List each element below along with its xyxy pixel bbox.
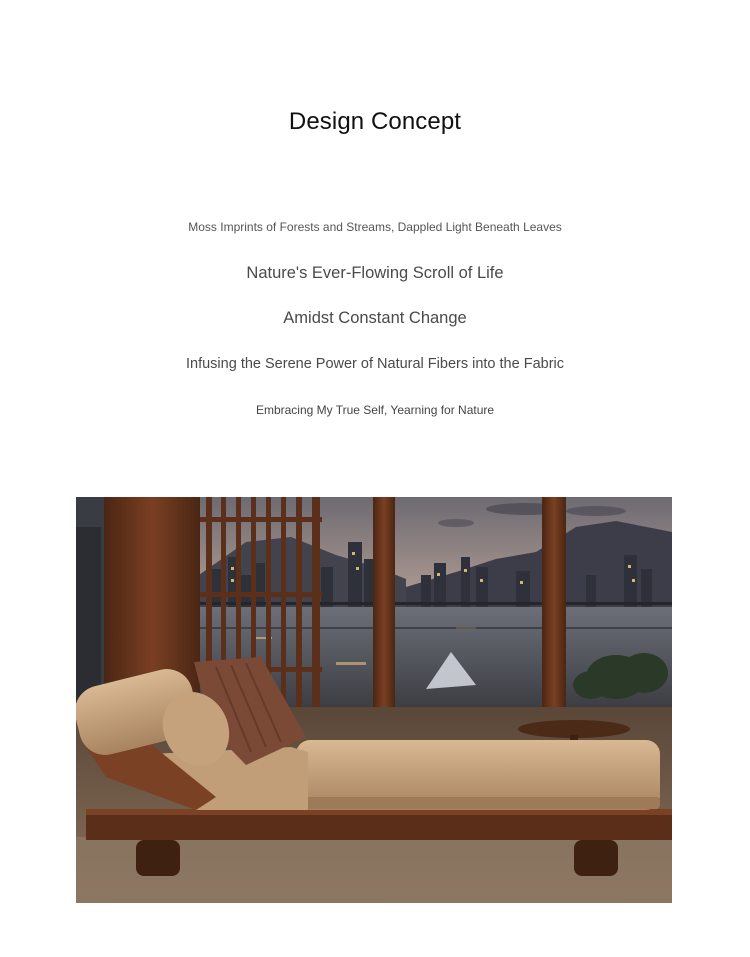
concept-line-1: Moss Imprints of Forests and Streams, Dappled Light Beneath Leaves <box>188 220 562 234</box>
page-title: Design Concept <box>288 108 462 135</box>
concept-line-2: Nature's Ever-Flowing Scroll of Life <box>246 264 504 282</box>
concept-line-5: Embracing My True Self, Yearning for Nature <box>255 403 495 417</box>
daybed-photo <box>76 497 672 903</box>
concept-line-3: Amidst Constant Change <box>283 309 467 327</box>
concept-line-4: Infusing the Serene Power of Natural Fibers into the Fabric <box>186 356 564 372</box>
